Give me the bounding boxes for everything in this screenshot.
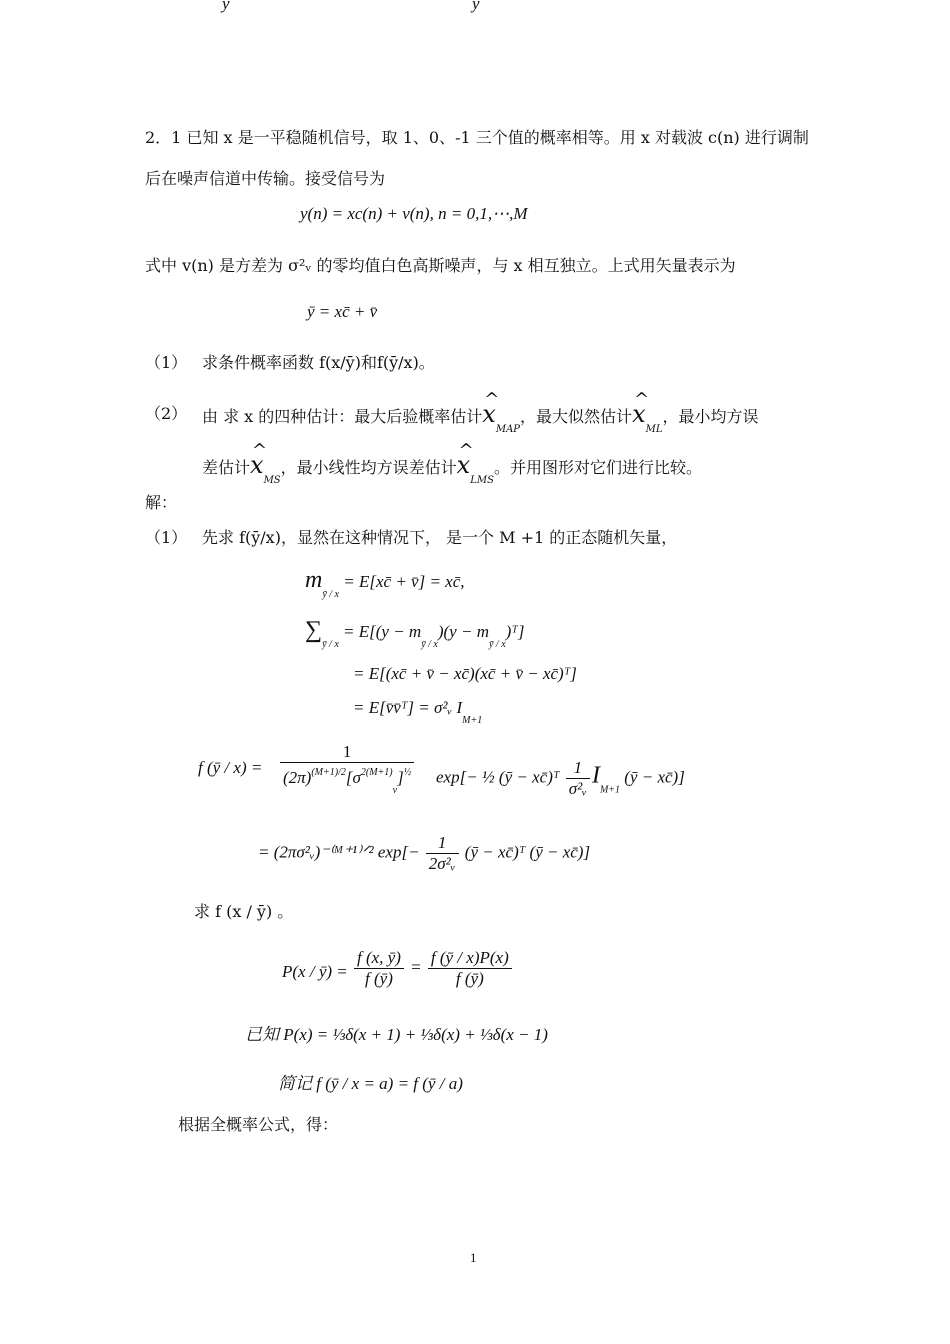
prior-distribution: 已知 P(x) = ⅓δ(x + 1) + ⅓δ(x) + ⅓δ(x − 1) [245,1025,548,1044]
cov-subscript: ȳ / x [322,639,339,650]
question-2-line-1 [202,400,759,440]
x-hat-symbol: ^ x [250,455,264,475]
solution-1-number: （1） [145,528,188,547]
half-inv-den: 2σ²ᵥ [428,854,456,873]
question-2-part-b: ，最大似然估计 [520,407,633,426]
map-subscript: MAP [495,424,521,435]
pdf-equation-fraction [278,742,416,801]
find-posterior: 求 f (x / ȳ) 。 [194,902,294,921]
solution-label: 解： [145,493,178,512]
inverse-variance-den: σ²ᵥ [568,779,587,798]
identity-subscript: M+1 [462,715,483,726]
mean-equation [305,567,465,605]
pdf-normalizer [280,742,414,801]
problem-line-3: 式中 v(n) 是方差为 σ²ᵥ 的零均值白色高斯噪声，与 x 相互独立。上式用矢量表示为 [145,256,736,275]
inverse-variance-num: 1 [566,758,590,779]
x-hat-symbol: ^ x [457,455,471,475]
question-2-part-c: ，最小均方误 [662,407,759,426]
half-inv-num: 1 [426,833,459,854]
shorthand-notation: 简记 f (ȳ / x = a) = f (ȳ / a) [278,1074,463,1093]
x-hat-symbol: ^ x [632,404,646,424]
question-2-part-f: 。并用图形对它们进行比较。 [493,458,702,477]
pdf-rhs-text: exp[− ½ (ȳ − xc̄)ᵀ [436,767,560,787]
pdf-equation-lhs: f (ȳ / x) = [198,758,263,777]
bayes-fraction-1 [354,948,404,989]
question-2-part-d: 差估计 [202,458,251,477]
solution-1-text: 先求 f(ȳ/x)，显然在这种情况下， 是一个 M +1 的正态随机矢量， [202,528,678,547]
half-inverse-variance [426,833,459,874]
mean-rhs: = E[xc̄ + v̄] = xc̄, [343,572,465,591]
pdf-rhs-text-2: (ȳ − xc̄)] [624,767,685,787]
mean-subscript: ȳ / x [322,589,339,600]
problem-line-1: 2．1 已知 x 是一平稳随机信号，取 1、0、-1 三个值的概率相等。用 x 对载波 c(n) 进行调制 [145,128,809,147]
inverse-variance [566,758,590,799]
ms-subscript: MS [263,475,281,486]
total-probability-line: 根据全概率公式，得： [178,1115,339,1134]
question-1-text: 求条件概率函数 f(x/ȳ)和f(ȳ/x)。 [202,353,435,372]
question-1-number: （1） [145,353,188,372]
pdf-normalizer-den: $(2\pi)^{(M+1)/2}[\sigma^{2(M+1)}_v]^{\frac{1}{2}}$ [283,767,412,796]
m-symbol: m [305,567,323,593]
pdf-simplified [258,833,590,874]
question-2-part-e: ，最小线性均方误差估计 [280,458,457,477]
bayes-lhs: P(x / ȳ) = [282,962,348,981]
x-hat-symbol: ^ x [482,404,496,424]
pdf-simplified-text-2: (ȳ − xc̄)ᵀ (ȳ − xc̄)] [464,842,591,862]
problem-line-2: 后在噪声信道中传输。接受信号为 [145,169,386,188]
covariance-line-3 [353,698,482,731]
identity-symbol: I [591,762,600,789]
cov-subscript-m1: ȳ / x [421,639,438,650]
header-remnant: y [472,0,480,13]
cov-rhs-3: )ᵀ] [505,622,525,641]
lms-subscript: LMS [470,475,494,486]
ml-subscript: ML [645,424,663,435]
bayes-den-1: f (ȳ) [365,969,393,988]
equation-vector-form: ȳ = xc̄ + v̄ [307,302,378,321]
bayes-num-1: f (x, ȳ) [354,948,404,969]
page-number: 1 [470,1250,477,1265]
bayes-fractions: $\frac{f (x, ȳ)}{f (ȳ)}$ = $\frac{f (ȳ / x)P(x)}{f (ȳ)}$ [352,948,514,989]
question-2-part-a: 由 求 x 的四种估计：最大后验概率估计 [202,407,483,426]
pdf-equation-rhs [436,758,685,800]
cov-rhs-1: = E[(y − m [343,622,422,641]
covariance-line-3-text: = E[v̄v̄ᵀ] = σ²ᵥ I [353,698,463,717]
sigma-sum-symbol: ∑ [305,617,323,643]
bayes-den-2: f (ȳ) [455,969,484,988]
covariance-equation [305,617,525,655]
cov-rhs-2: )(y − m [437,622,489,641]
pdf-simplified-text: = (2πσ²ᵥ)⁻⁽ᴹ⁺¹⁾ᐟ² exp[− [258,842,420,862]
cov-subscript-m2: ȳ / x [488,639,506,650]
pdf-normalizer-num: 1 [280,742,414,763]
bayes-num-2: f (ȳ / x)P(x) [428,948,512,969]
identity-subscript-2: M+1 [599,784,621,796]
equation-received-signal: y(n) = xc(n) + v(n), n = 0,1,⋯,M [300,204,528,223]
question-2-number: （2） [145,404,188,423]
question-2-line-2 [202,451,702,491]
header-remnant: y [222,0,230,13]
covariance-line-2: = E[(xc̄ + v̄ − xc̄)(xc̄ + v̄ − xc̄)ᵀ] [353,664,577,683]
bayes-fraction-2 [428,948,512,989]
